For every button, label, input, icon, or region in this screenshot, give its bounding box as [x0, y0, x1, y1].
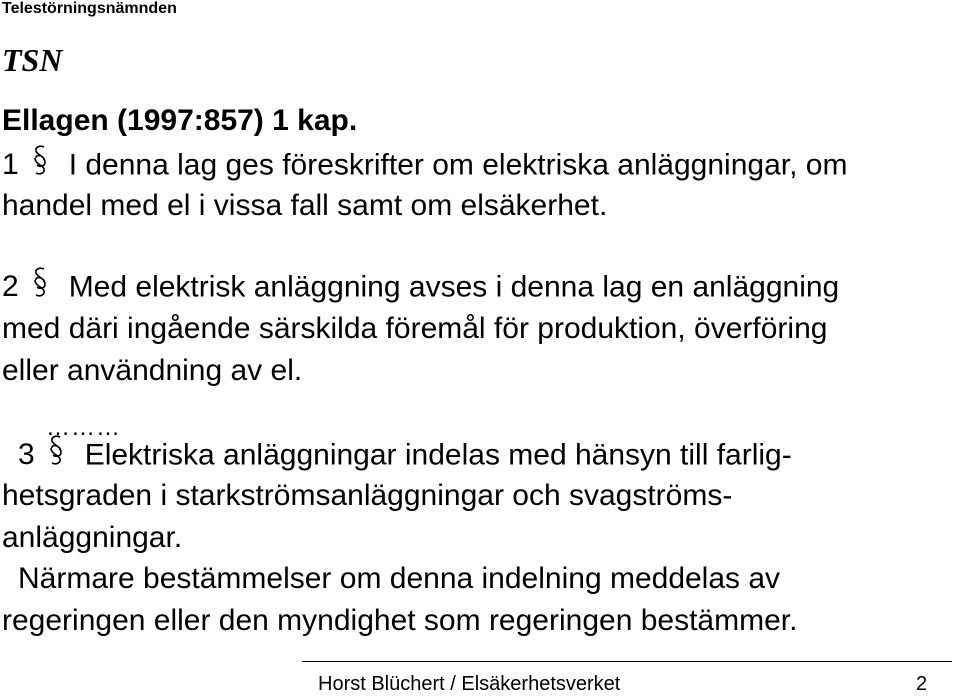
section-3-number: 3 [18, 438, 35, 472]
section-1-number: 1 [2, 148, 19, 182]
footer-divider [302, 661, 952, 662]
section-sign-icon [47, 434, 65, 475]
section-2-text-line-3: eller användning av el. [2, 354, 303, 387]
footer-author: Horst Blüchert / Elsäkerhetsverket [318, 673, 621, 695]
section-3-text-line-4: Närmare bestämmelser om denna indelning meddelas av [18, 562, 781, 595]
tsn-logo: TSN [2, 42, 63, 78]
section-2-text-line-1: Med elektrisk anläggning avses i denna lag en anläggning [68, 270, 840, 304]
section-sign-icon [31, 144, 49, 185]
document-heading: Ellagen (1997:857) 1 kap. [2, 104, 358, 137]
header-org: Telestörningsnämnden [2, 0, 177, 17]
section-1-text-line-2: handel med el i vissa fall samt om elsäkerhet. [2, 189, 608, 222]
ellipsis: ……… [46, 414, 121, 441]
section-1-text-line-1: I denna lag ges föreskrifter om elektriska anläggningar, om [68, 148, 848, 182]
section-3-line-1 [18, 436, 792, 477]
section-1-line-1 [2, 146, 847, 187]
section-3-text-line-5: regeringen eller den myndighet som regeringen bestämmer. [2, 604, 798, 637]
section-2-line-1 [2, 268, 839, 309]
section-3-text-line-2: hetsgraden i starkströmsanläggningar och svagströms- [2, 479, 733, 512]
section-2-number: 2 [2, 270, 19, 304]
page-number: 2 [916, 673, 928, 695]
section-sign-icon [31, 266, 49, 307]
section-3-text-line-3: anläggningar. [2, 521, 183, 554]
section-3-text-line-1: Elektriska anläggningar indelas med hänsyn till farlig- [84, 438, 792, 472]
section-2-text-line-2: med däri ingående särskilda föremål för produktion, överföring [2, 312, 828, 345]
